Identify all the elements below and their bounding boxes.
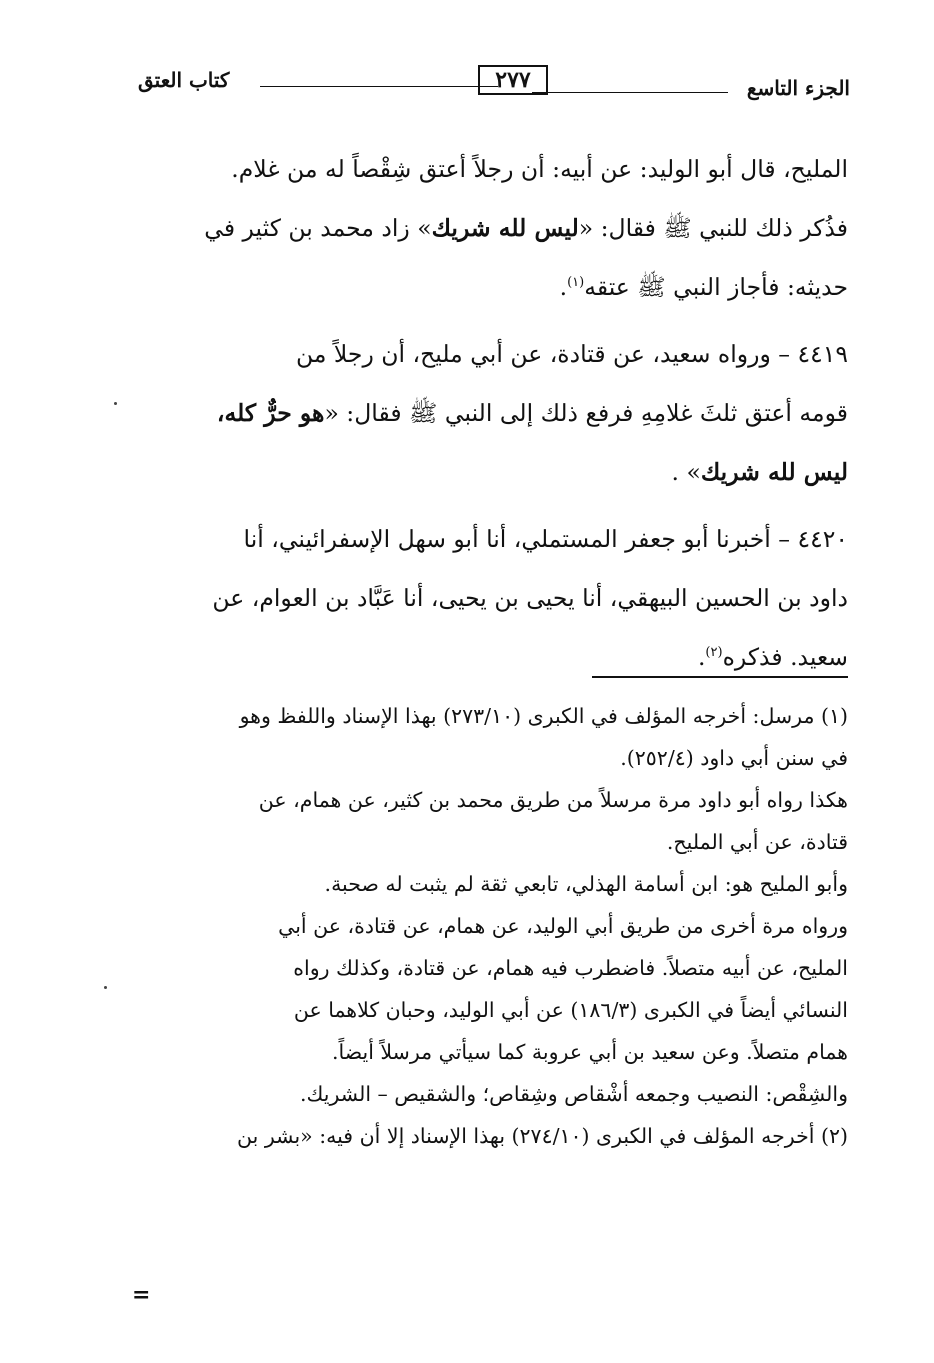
volume-title: الجزء التاسع xyxy=(746,76,850,100)
text-span: ٤٤١٩ – ورواه سعيد، عن قتادة، عن أبي مليح، أن رجلاً من xyxy=(295,340,848,368)
main-text xyxy=(130,140,848,687)
hadith-4419 xyxy=(130,325,848,384)
footnote-line: في سنن أبي داود (٢٥٢/٤). xyxy=(620,746,848,770)
continuation-mark: = xyxy=(132,1282,151,1308)
text-span: فذُكر ذلك للنبي ﷺ فقال: « xyxy=(578,214,848,242)
footnote-ref[interactable]: (١) xyxy=(567,275,585,291)
text-line xyxy=(130,258,848,317)
footnote-line: قتادة، عن أبي المليح. xyxy=(666,830,848,854)
quoted-hadith: ليس لله شريك xyxy=(431,214,579,242)
header-rule-left xyxy=(260,86,498,87)
text-line xyxy=(130,443,848,502)
footnote-line: النسائي أيضاً في الكبرى (١٨٦/٣) عن أبي الوليد، وحبان كلاهما عن xyxy=(293,998,848,1022)
text-line xyxy=(130,628,848,687)
text-line xyxy=(130,140,848,199)
page-number: ٢٧٧ xyxy=(478,65,548,95)
speck-mark xyxy=(104,986,107,989)
quoted-hadith: هو حرٌّ كله، xyxy=(216,399,325,427)
text-span: داود بن الحسين البيهقي، أنا يحيى بن يحيى، أنا عَبَّاد بن العوام، عن xyxy=(212,584,848,612)
speck-mark xyxy=(114,402,117,405)
text-line xyxy=(130,384,848,443)
footnote-line: والشِقْص: النصيب وجمعه أشْقاص وشِقاص؛ والشقيص – الشريك. xyxy=(299,1082,848,1106)
footnote-2: (٢) أخرجه المؤلف في الكبرى (٢٧٤/١٠) بهذا الإسناد إلا أن فيه: «بشر بن xyxy=(237,1124,848,1148)
book-title: كتاب العتق xyxy=(138,68,230,92)
text-span: سعيد. فذكره xyxy=(722,643,848,671)
text-line xyxy=(130,199,848,258)
footnote-divider xyxy=(592,676,848,678)
footnotes xyxy=(130,695,848,1157)
text-span: » زاد محمد بن كثير في xyxy=(204,214,432,242)
text-span: قومه أعتق ثلثَ غلامِهِ فرفع ذلك إلى النبي ﷺ فقال: « xyxy=(324,399,848,427)
header-rule-right xyxy=(532,92,728,93)
text-span: حديثه: فأجاز النبي ﷺ عتقه xyxy=(584,273,848,301)
footnote-line: ورواه مرة أخرى من طريق أبي الوليد، عن همام، عن قتادة، عن أبي xyxy=(278,914,848,938)
footnote-line: المليح، عن أبيه متصلاً. فاضطرب فيه همام، عن قتادة، وكذلك رواه xyxy=(293,956,848,980)
text-span: » . xyxy=(671,458,701,486)
text-span: المليح، قال أبو الوليد: عن أبيه: أن رجلاً أعتق شِقْصاً له من غلام. xyxy=(231,155,848,183)
text-line xyxy=(130,569,848,628)
footnote-line: همام متصلاً. وعن سعيد بن أبي عروبة كما سيأتي مرسلاً أيضاً. xyxy=(331,1040,848,1064)
footnote-line: وأبو المليح هو: ابن أسامة الهذلي، تابعي ثقة لم يثبت له صحبة. xyxy=(324,872,848,896)
text-span: . xyxy=(697,643,706,671)
hadith-4420 xyxy=(130,510,848,569)
quoted-hadith: ليس لله شريك xyxy=(700,458,848,486)
text-span: . xyxy=(559,273,568,301)
footnote-ref[interactable]: (٢) xyxy=(705,645,723,661)
footnote-1: (١) مرسل: أخرجه المؤلف في الكبرى (٢٧٣/١٠) بهذا الإسناد واللفظ وهو xyxy=(239,704,848,728)
text-span: ٤٤٢٠ – أخبرنا أبو جعفر المستملي، أنا أبو سهل الإسفرائيني، أنا xyxy=(243,525,848,553)
running-header xyxy=(130,58,850,102)
footnote-line: هكذا رواه أبو داود مرة مرسلاً من طريق محمد بن كثير، عن همام، عن xyxy=(258,788,848,812)
